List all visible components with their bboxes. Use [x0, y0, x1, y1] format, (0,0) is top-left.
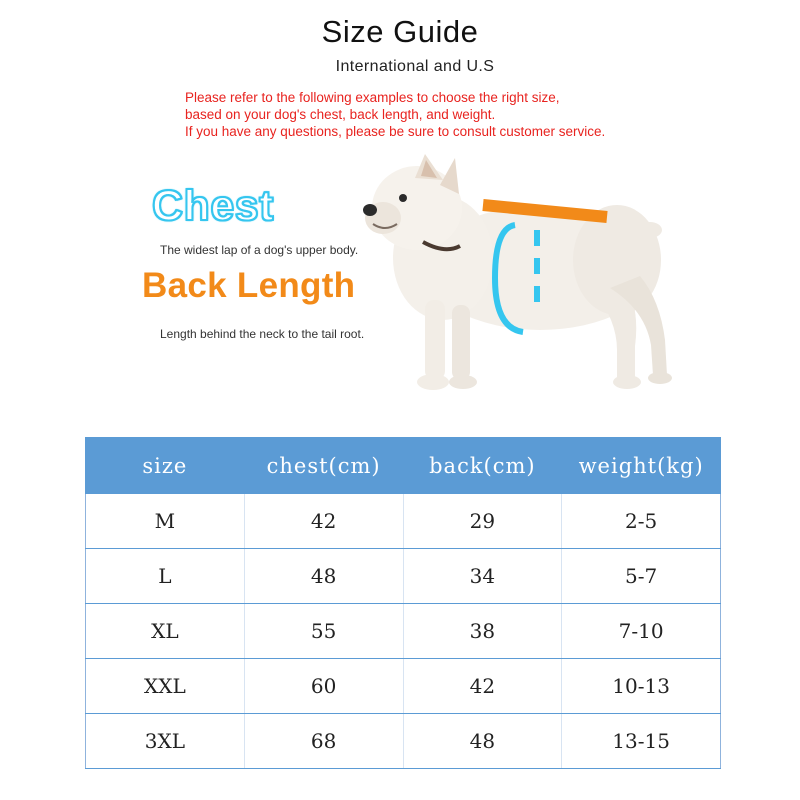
table-row	[86, 604, 721, 659]
dog-leg	[425, 300, 445, 380]
header-size: size	[86, 438, 245, 494]
cell-size: 3XL	[86, 714, 245, 769]
header-chest: chest(cm)	[244, 438, 403, 494]
cell-chest: 68	[244, 714, 403, 769]
cell-chest: 48	[244, 549, 403, 604]
cell-size: XXL	[86, 659, 245, 714]
cell-size: M	[86, 494, 245, 549]
cell-back: 38	[403, 604, 562, 659]
back-length-description: Length behind the neck to the tail root.	[160, 327, 365, 341]
back-length-label: Back Length	[142, 266, 356, 305]
table-row	[86, 494, 721, 549]
cell-back: 34	[403, 549, 562, 604]
cell-size: L	[86, 549, 245, 604]
page-title: Size Guide	[321, 14, 479, 49]
page-subtitle: International and U.S	[335, 58, 495, 75]
cell-weight: 13-15	[562, 714, 721, 769]
cell-weight: 10-13	[562, 659, 721, 714]
cell-chest: 42	[244, 494, 403, 549]
cell-back: 42	[403, 659, 562, 714]
table-row	[86, 714, 721, 769]
header-back: back(cm)	[403, 438, 562, 494]
table-row	[86, 549, 721, 604]
notice-line-1: Please refer to the following examples to choose the right size,	[185, 90, 560, 105]
chest-description: The widest lap of a dog's upper body.	[160, 243, 359, 257]
cell-weight: 2-5	[562, 494, 721, 549]
cell-back: 48	[403, 714, 562, 769]
notice-line-3: If you have any questions, please be sure to consult customer service.	[185, 124, 606, 139]
table-row	[86, 659, 721, 714]
cell-back: 29	[403, 494, 562, 549]
chest-label: Chest	[152, 182, 274, 230]
header-weight: weight(kg)	[562, 438, 721, 494]
dog-nose	[363, 204, 377, 216]
size-notice	[185, 89, 705, 140]
dog-illustration	[355, 150, 675, 410]
dog-eye	[399, 194, 407, 202]
cell-weight: 5-7	[562, 549, 721, 604]
size-table	[85, 437, 721, 769]
notice-line-2: based on your dog's chest, back length, and weight.	[185, 107, 496, 122]
cell-weight: 7-10	[562, 604, 721, 659]
table-header-row	[86, 438, 721, 494]
cell-size: XL	[86, 604, 245, 659]
cell-chest: 55	[244, 604, 403, 659]
cell-chest: 60	[244, 659, 403, 714]
